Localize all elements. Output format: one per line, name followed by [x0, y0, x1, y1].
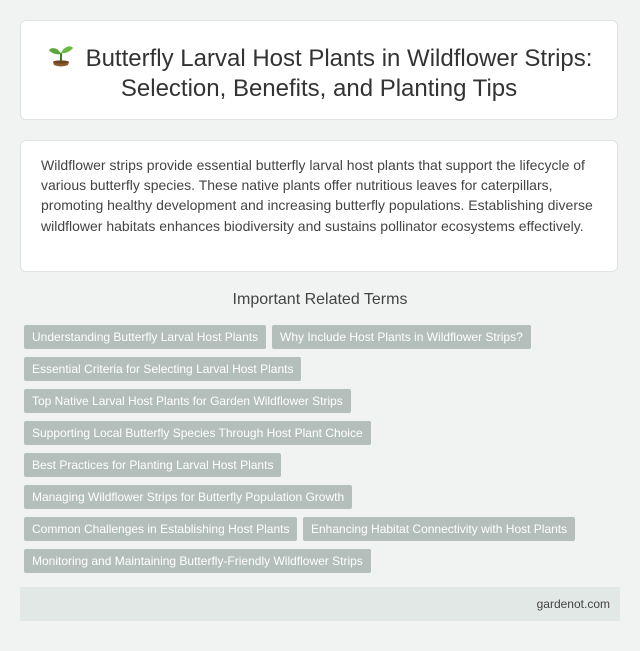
title-card [20, 20, 618, 120]
footer-site-link[interactable]: gardenot.com [536, 597, 610, 611]
related-term-tag[interactable]: Top Native Larval Host Plants for Garden Wildflower Strips [24, 389, 351, 413]
footer [20, 587, 620, 621]
page-title [21, 43, 617, 104]
related-term-tag[interactable]: Monitoring and Maintaining Butterfly-Friendly Wildflower Strips [24, 549, 371, 573]
related-term-tag[interactable]: Understanding Butterfly Larval Host Plants [24, 325, 266, 349]
related-term-tag[interactable]: Best Practices for Planting Larval Host Plants [24, 453, 281, 477]
related-term-tag[interactable]: Managing Wildflower Strips for Butterfly Population Growth [24, 485, 352, 509]
related-term-tag[interactable]: Why Include Host Plants in Wildflower Strips? [272, 325, 531, 349]
related-term-tag[interactable]: Common Challenges in Establishing Host Plants [24, 517, 297, 541]
sprout-icon [46, 43, 76, 69]
related-terms-heading: Important Related Terms [232, 291, 408, 308]
related-term-tag[interactable]: Enhancing Habitat Connectivity with Host Plants [303, 517, 575, 541]
summary-card [20, 140, 618, 272]
related-term-tag[interactable]: Essential Criteria for Selecting Larval Host Plants [24, 357, 301, 381]
summary-text: Wildflower strips provide essential butterfly larval host plants that support the lifecycle of various butterfly species. These native plants offer nutritious leaves for caterpillars, promoting healthy development and increasing butterfly populations. Establishing diverse wildflower habitats enhances biodiversity and sustains pollinator ecosystems effectively. [41, 157, 593, 234]
page-title-text: Butterfly Larval Host Plants in Wildflower Strips: Selection, Benefits, and Planting Tips [85, 45, 593, 102]
related-term-tag[interactable]: Supporting Local Butterfly Species Through Host Plant Choice [24, 421, 371, 445]
